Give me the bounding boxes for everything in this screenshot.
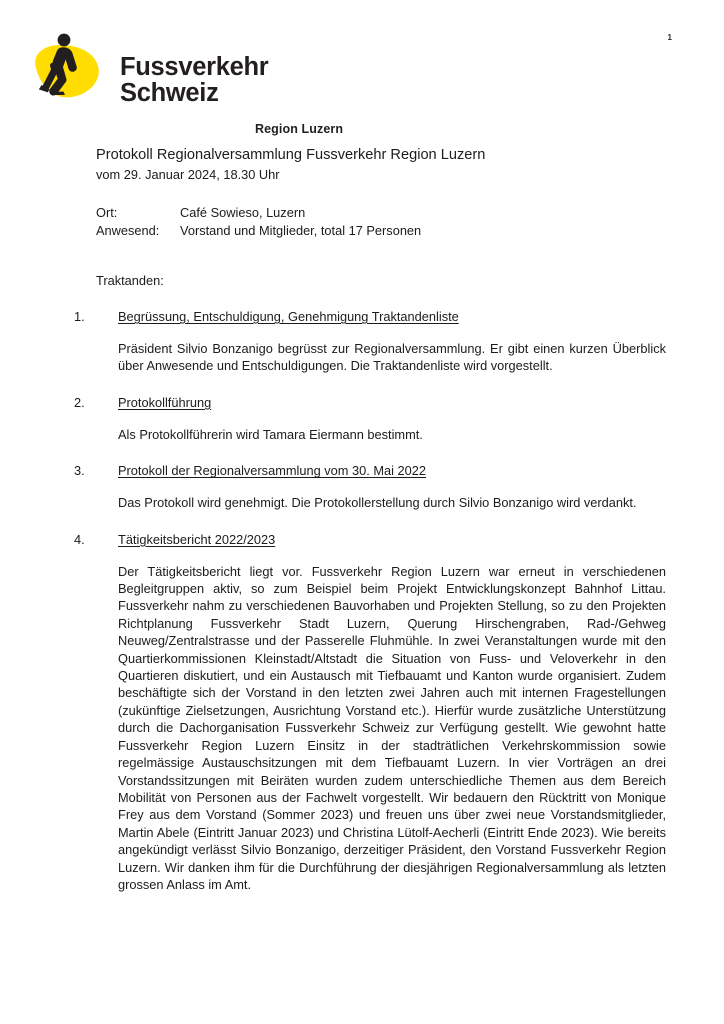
agenda-item (74, 394, 666, 443)
brand-wordmark-line2: Schweiz (120, 79, 219, 107)
agenda-item-title: Begrüssung, Entschuldigung, Genehmigung Traktandenliste (118, 309, 459, 324)
page-subtitle: vom 29. Januar 2024, 18.30 Uhr (96, 167, 280, 182)
metadata-row-location (96, 204, 666, 222)
letterhead-header (22, 28, 682, 136)
metadata-value: Café Sowieso, Luzern (180, 205, 306, 220)
page-number: 1 (667, 33, 672, 42)
brand-wordmark (120, 54, 268, 106)
agenda-item-number: 3. (74, 463, 85, 479)
agenda-heading: Traktanden: (96, 273, 164, 288)
agenda-item-number: 2. (74, 394, 85, 410)
agenda-item-title: Tätigkeitsbericht 2022/2023 (118, 531, 276, 547)
agenda-item-body: Als Protokollführerin wird Tamara Eiermann bestimmt. (118, 426, 423, 442)
walking-pedestrian-logo-icon (22, 28, 108, 108)
agenda-item-number: 1. (74, 309, 85, 324)
metadata-label: Anwesend: (96, 222, 160, 238)
metadata-label: Ort: (96, 205, 118, 220)
agenda-item-body: Der Tätigkeitsbericht liegt vor. Fussverkehr Region Luzern war erneut in verschiedenen Begleitgruppen aktiv, so zum Beispiel beim Projekt Entwicklungskonzept Bahnhof Littau. Fussverkehr nahm zu verschiedenen Bauvorhaben und Projekten Stellung, so zu den Projekten Richtplanung Fussverkehr Stadt Luzern, Querung Hirschengraben, Rad-/Gehweg Neuweg/Zentralstrasse und der Passerelle Fluhmühle. In zwei Veranstaltungen wurde mit den Quartierkommissionen Kleinstadt/Altstadt die Situation von Fuss- und Veloverkehr in den Quartieren diskutiert, und ein Austausch mit Tiefbauamt und Kanton wurde organisiert. Zudem beschäftigte sich der Vorstand in den letzten zwei Jahren auch mit internen Fragestellungen (zukünftige Zielsetzungen, Ausrichtung Vorstand etc.). Hierfür wurde zusätzliche Unterstützung durch die Dachorganisation Fussverkehr Schweiz zur Verfügung gestellt. Wie gewohnt hatte Fussverkehr Region Luzern Einsitz in der stadträtlichen Verkehrskommission sowie regelmässige Austauschsitzungen mit dem Tiefbauamt Luzern. In vier Vorträgen an drei Vorstandssitzungen mit Beiräten wurden zudem unterschiedliche Themen aus dem Bereich Mobilität von Personen aus der Fachwelt vorgestellt. Wir bedauern den Rücktritt von Monique Frey aus dem Vorstand (Sommer 2023) und freuen uns über zwei neue Vorstandsmitglieder, Martin Abele (Eintritt Januar 2023) und Christina Lütolf-Aecherli (Eintritt Ende 2023). Wie bereits angekündigt verlässt Silvio Bonzanigo, derzeitiger Präsident, den Vorstand Fussverkehr Region Luzern. Wir danken ihm für die Durchführung der diesjährigen Regionalversammlung als letzten grossen Anlass im Amt. (118, 563, 666, 892)
agenda-item-list (74, 308, 666, 893)
page-title: Protokoll Regionalversammlung Fussverkehr Region Luzern (96, 147, 486, 163)
meeting-metadata (96, 204, 666, 239)
region-label: Region Luzern (255, 122, 344, 136)
agenda-item-number: 4. (74, 531, 85, 547)
agenda-item-title: Protokoll der Regionalversammlung vom 30. Mai 2022 (118, 463, 426, 479)
agenda-item-body: Das Protokoll wird genehmigt. Die Protokollerstellung durch Silvio Bonzanigo wird verdankt. (118, 495, 637, 511)
brand-wordmark-line1: Fussverkehr (120, 53, 269, 81)
agenda-item-body: Präsident Silvio Bonzanigo begrüsst zur Regionalversammlung. Er gibt einen kurzen Überblick über Anwesende und Entschuldigungen. Die Traktandenliste wird vorgestellt. (118, 341, 666, 374)
metadata-value: Vorstand und Mitglieder, total 17 Personen (180, 222, 422, 238)
agenda-item (74, 531, 666, 894)
document-body (74, 146, 666, 893)
agenda-item (74, 308, 666, 375)
agenda-item-title: Protokollführung (118, 394, 212, 410)
metadata-row-attendance (96, 222, 666, 240)
agenda-item (74, 462, 666, 511)
